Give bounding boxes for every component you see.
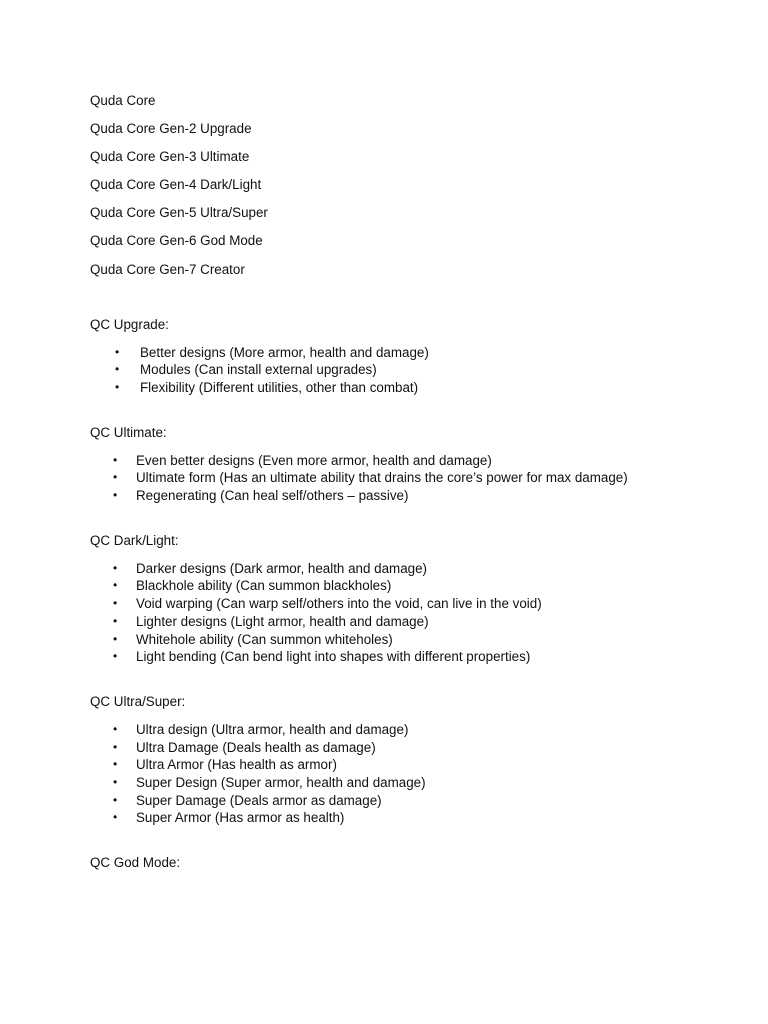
- list-item: [90, 560, 730, 578]
- bullet-icon: •: [113, 757, 118, 772]
- generation-item: Quda Core Gen-7 Creator: [90, 261, 245, 277]
- list-item: [90, 595, 730, 613]
- bullet-icon: •: [113, 613, 118, 628]
- list-item: [90, 469, 730, 487]
- section-heading: QC God Mode:: [90, 855, 181, 871]
- list-item-text: Lighter designs (Light armor, health and damage): [136, 613, 429, 629]
- bullet-list: [90, 344, 730, 397]
- list-item: [90, 631, 730, 649]
- bullet-icon: •: [113, 470, 118, 485]
- list-item-text: Super Armor (Has armor as health): [136, 810, 345, 826]
- generation-item: Quda Core Gen-6 God Mode: [90, 233, 263, 249]
- list-item: [90, 361, 730, 379]
- bullet-icon: •: [113, 578, 118, 593]
- list-item: [90, 577, 730, 595]
- list-item: [90, 774, 730, 792]
- list-item-text: Super Damage (Deals armor as damage): [136, 792, 382, 808]
- list-item: [90, 613, 730, 631]
- list-item: [90, 648, 730, 666]
- list-item: [90, 344, 730, 362]
- list-item-text: Better designs (More armor, health and damage): [140, 344, 429, 360]
- bullet-icon: •: [113, 596, 118, 611]
- bullet-icon: •: [113, 792, 118, 807]
- list-item-text: Ultra design (Ultra armor, health and damage): [136, 721, 409, 737]
- section-qc-ultimate: [90, 424, 730, 505]
- list-item-text: Regenerating (Can heal self/others – passive): [136, 488, 409, 504]
- list-item-text: Ultimate form (Has an ultimate ability that drains the core’s power for max damage): [136, 470, 628, 486]
- section-heading: QC Upgrade:: [90, 316, 169, 332]
- generation-item: Quda Core Gen-3 Ultimate: [90, 149, 250, 165]
- bullet-icon: •: [115, 344, 120, 359]
- bullet-icon: •: [113, 774, 118, 789]
- bullet-icon: •: [113, 452, 118, 467]
- list-item: [90, 756, 730, 774]
- list-item-text: Even better designs (Even more armor, health and damage): [136, 452, 492, 468]
- generation-item: Quda Core: [90, 93, 156, 108]
- section-qc-god-mode: [90, 854, 730, 882]
- list-item-text: Void warping (Can warp self/others into the void, can live in the void): [136, 596, 542, 612]
- bullet-icon: •: [113, 649, 118, 664]
- list-item: [90, 792, 730, 810]
- generation-item: Quda Core Gen-2 Upgrade: [90, 121, 252, 137]
- bullet-icon: •: [113, 560, 118, 575]
- list-item-text: Super Design (Super armor, health and damage): [136, 774, 426, 790]
- bullet-icon: •: [113, 631, 118, 646]
- document-page: [90, 92, 730, 882]
- bullet-list: [90, 560, 730, 666]
- generation-list: [90, 92, 730, 289]
- list-item: [90, 487, 730, 505]
- bullet-icon: •: [115, 362, 120, 377]
- bullet-icon: •: [115, 380, 120, 395]
- section-qc-dark-light: [90, 532, 730, 666]
- list-item: [90, 739, 730, 757]
- list-item-text: Blackhole ability (Can summon blackholes): [136, 578, 392, 594]
- bullet-list: [90, 452, 730, 505]
- section-heading: QC Dark/Light:: [90, 532, 179, 548]
- list-item-text: Darker designs (Dark armor, health and damage): [136, 560, 428, 576]
- list-item-text: Flexibility (Different utilities, other than combat): [140, 380, 419, 396]
- generation-item: Quda Core Gen-5 Ultra/Super: [90, 205, 268, 221]
- list-item-text: Light bending (Can bend light into shapes with different properties): [136, 649, 531, 665]
- section-heading: QC Ultimate:: [90, 424, 167, 440]
- section-qc-ultra-super: [90, 693, 730, 827]
- list-item-text: Ultra Damage (Deals health as damage): [136, 739, 376, 755]
- list-item: [90, 379, 730, 397]
- bullet-icon: •: [113, 739, 118, 754]
- list-item: [90, 452, 730, 470]
- generation-item: Quda Core Gen-4 Dark/Light: [90, 177, 262, 193]
- list-item-text: Modules (Can install external upgrades): [140, 362, 377, 378]
- list-item-text: Whitehole ability (Can summon whiteholes): [136, 631, 393, 647]
- list-item-text: Ultra Armor (Has health as armor): [136, 757, 337, 773]
- bullet-icon: •: [113, 488, 118, 503]
- bullet-list: [90, 721, 730, 827]
- section-heading: QC Ultra/Super:: [90, 693, 186, 709]
- list-item: [90, 721, 730, 739]
- bullet-icon: •: [113, 721, 118, 736]
- section-qc-upgrade: [90, 316, 730, 397]
- list-item: [90, 809, 730, 827]
- bullet-icon: •: [113, 810, 118, 825]
